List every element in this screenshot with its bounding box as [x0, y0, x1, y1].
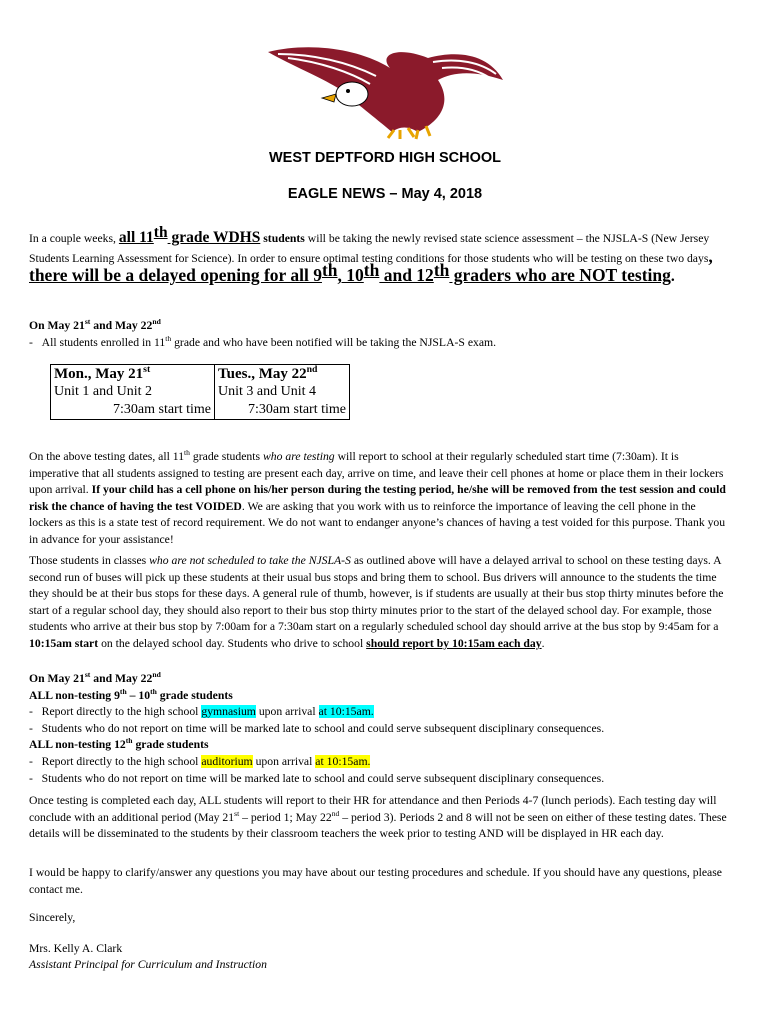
signer-title: Assistant Principal for Curriculum and Instruction	[29, 958, 267, 971]
closing: Sincerely,	[29, 911, 76, 924]
section-testing-dates: On May 21st and May 22nd - All students enrolled in 11th grade and who have been notified will be taking the NJSLA-S exam.	[29, 317, 497, 349]
contact-paragraph: I would be happy to clarify/answer any questions you may have about our testing procedures and schedule. If you should have any questions, please contact me.	[29, 866, 722, 896]
schedule-cell-monday: Mon., May 21st Unit 1 and Unit 2 7:30am start time	[51, 365, 215, 420]
newsletter-title: EAGLE NEWS – May 4, 2018	[287, 186, 483, 202]
schedule-details-paragraph: Once testing is completed each day, ALL students will report to their HR for attendance and then Periods 4-7 (lunch periods). Each testing day will conclude with an additional period (May 21st – period 1; May 22nd – period 3). Periods 2 and 8 will not be seen on either of these testing dates. These details will be disseminated to the students by their classroom teachers the week prior to testing AND will be displayed in HR each day.	[29, 794, 727, 841]
non-testing-students-paragraph: Those students in classes who are not scheduled to take the NJSLA-S as outlined above will have a delayed arrival to school on these testing days. A second run of buses will pick up these students at their usual bus stops and bring them to school. Bus drivers will announce to the students the time they should be at their bus stops for these days. A general rule of thumb, however, is if students are usually at their bus stop thirty minutes before the start of a regular school day, they should also report to their bus stop thirty minutes prior to the start of the delayed school day. For example, those students who arrive at their bus stop by 7:00am for a 7:30am start on a regularly scheduled school day should arrive at the bus stop by 9:45am for a 10:15am start on the delayed school day. Students who drive to school should report by 10:15am each day.	[29, 554, 724, 650]
signer-name: Mrs. Kelly A. Clark	[29, 942, 123, 955]
eagle-logo-icon	[258, 40, 508, 140]
testing-students-paragraph: On the above testing dates, all 11th grade students who are testing will report to school at their regularly scheduled start time (7:30am). It is imperative that all students assigned to testing are present each day, arrive on time, and leave their cell phones at home or place them in their lockers upon arrival. If your child has a cell phone on his/her person during the testing period, he/she will be removed from the test session and could risk the chance of having the test VOIDED. We are asking that you work with us to reinforce the importance of leaving the cell phone in the lockers as this is a state test of record requirement. We do not want to endanger anyone’s chances of having a test voided for this purpose. Thank you in advance for your assistance!	[29, 448, 726, 546]
section-non-testing: On May 21st and May 22nd ALL non-testing 9th – 10th grade students - Report directly to the high school gymnasium upon arrival at 10:15am. - Students who do not report on time will be marked late to school and could serve subsequent disciplinary consequences. ALL non-testing 12th grade students - Report directly to the high school auditorium upon arrival at 10:15am. - Students who do not report on time will be marked late to school and could serve subsequent disciplinary consequences.	[29, 670, 605, 785]
intro-paragraph: In a couple weeks, all 11th grade WDHS students will be taking the newly revised state science assessment – the NJSLA-S (New Jersey Students Learning Assessment for Science). In order to ensure optimal testing conditions for those students who will be testing on these two days, there will be a delayed opening for all 9th, 10th and 12th graders who are NOT testing.	[29, 224, 713, 286]
testing-schedule-table	[50, 364, 350, 420]
school-name: WEST DEPTFORD HIGH SCHOOL	[269, 150, 501, 166]
schedule-cell-tuesday: Tues., May 22nd Unit 3 and Unit 4 7:30am start time	[215, 365, 350, 420]
